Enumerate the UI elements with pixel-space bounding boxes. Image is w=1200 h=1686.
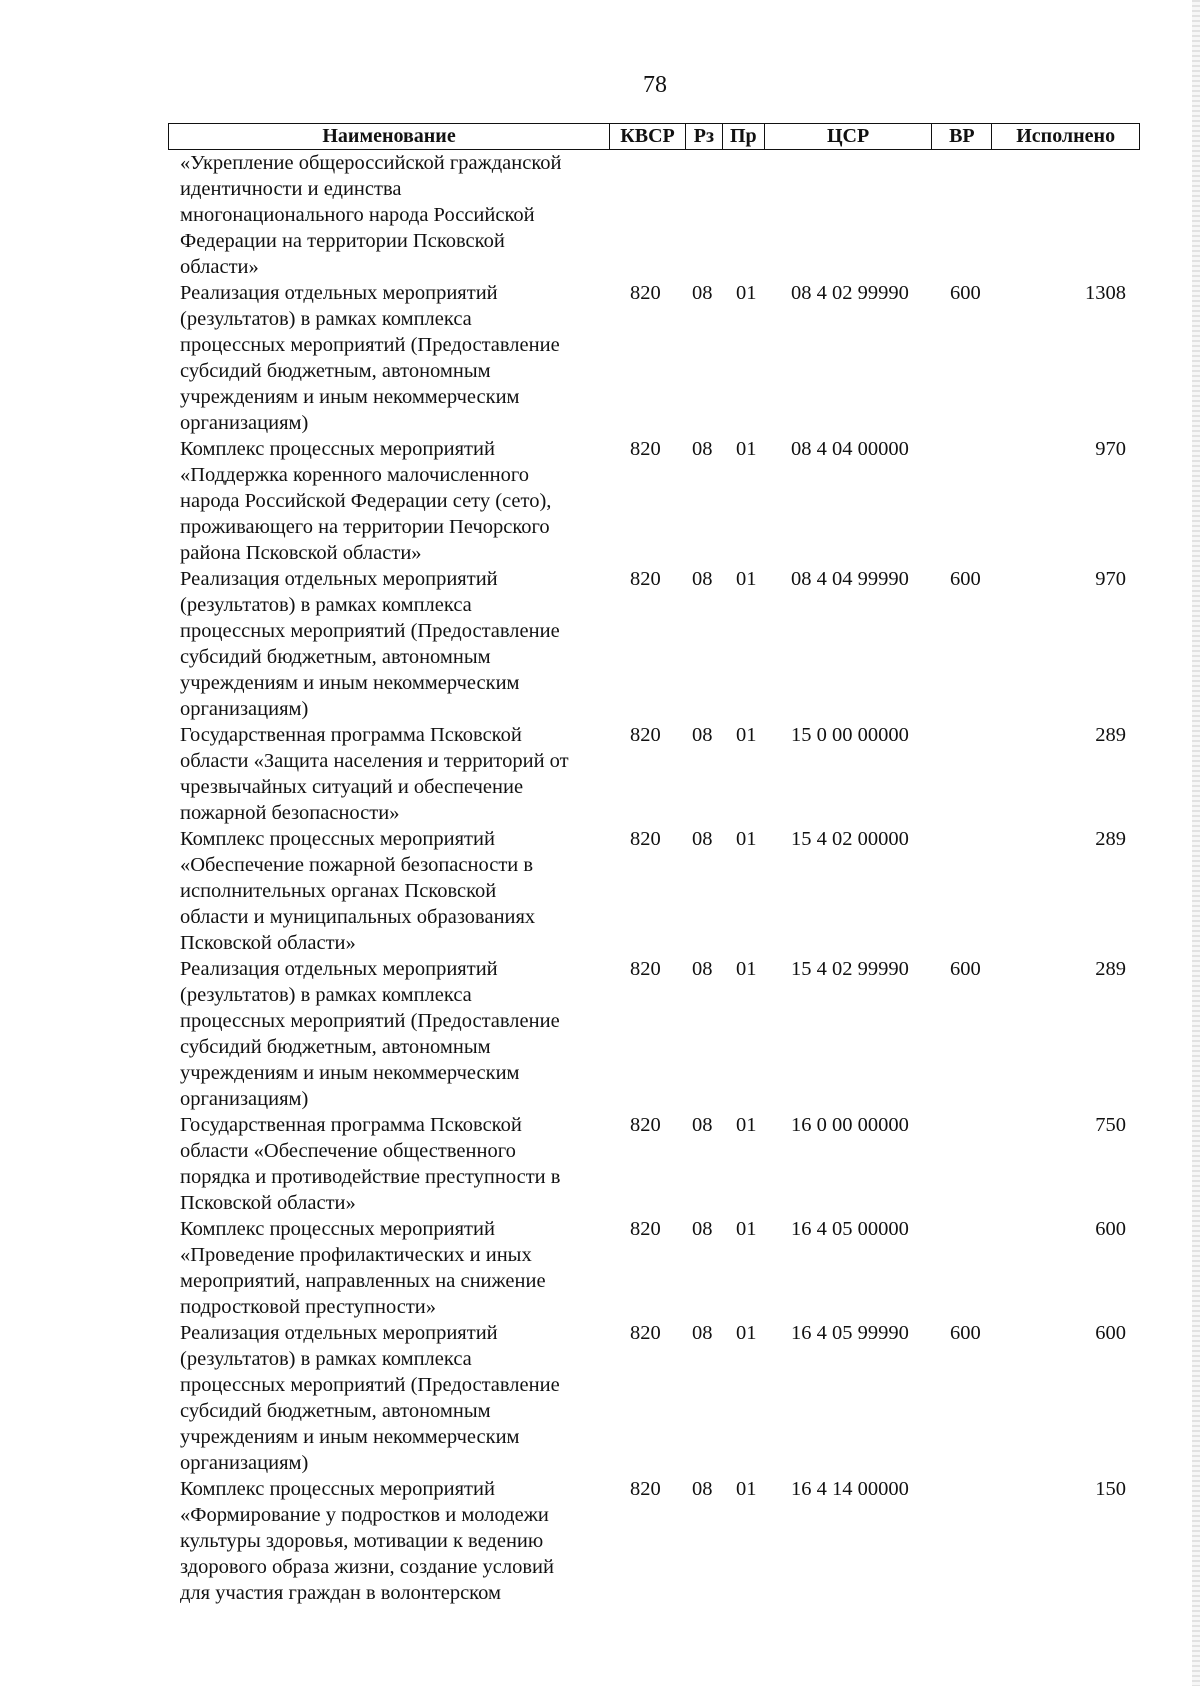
kvsr-cell: 820 [630,282,661,304]
pr-cell: 01 [736,1478,757,1500]
page-number: 78 [643,72,667,98]
name-cell: «Укрепление общероссийской гражданской идентичности и единства многонационального народа Российской Федерации на территории Псковской области» [180,152,562,278]
csr-cell: 08 4 02 99990 [791,282,909,304]
rz-cell: 08 [692,438,713,460]
rz-cell: 08 [692,1478,713,1500]
header-name: Наименование [169,124,610,149]
rz-cell: 08 [692,1322,713,1344]
kvsr-cell: 820 [630,1322,661,1344]
name-cell: Реализация отдельных мероприятий (результатов) в рамках комплекса процессных мероприятий (Предоставление субсидий бюджетным, автономным учреждениям и иным некоммерческим организациям) [180,568,560,720]
table-header [168,123,1140,150]
executed-cell: 289 [1095,828,1126,850]
executed-cell: 600 [1095,1322,1126,1344]
name-cell: Государственная программа Псковской области «Защита населения и территорий от чрезвычайных ситуаций и обеспечение пожарной безопасности» [180,724,569,824]
executed-cell: 150 [1095,1478,1126,1500]
scan-edge [1192,0,1200,1686]
pr-cell: 01 [736,568,757,590]
csr-cell: 16 0 00 00000 [791,1114,909,1136]
executed-cell: 750 [1095,1114,1126,1136]
kvsr-cell: 820 [630,1114,661,1136]
kvsr-cell: 820 [630,568,661,590]
executed-cell: 970 [1095,438,1126,460]
rz-cell: 08 [692,282,713,304]
pr-cell: 01 [736,282,757,304]
csr-cell: 15 4 02 00000 [791,828,909,850]
csr-cell: 16 4 14 00000 [791,1478,909,1500]
csr-cell: 16 4 05 00000 [791,1218,909,1240]
name-cell: Реализация отдельных мероприятий (результатов) в рамках комплекса процессных мероприятий (Предоставление субсидий бюджетным, автономным учреждениям и иным некоммерческим организациям) [180,1322,560,1474]
kvsr-cell: 820 [630,958,661,980]
name-cell: Комплекс процессных мероприятий «Формирование у подростков и молодежи культуры здоровья, мотивации к ведению здорового образа жизни, создание условий для участия граждан в волонтерском [180,1478,554,1604]
pr-cell: 01 [736,1218,757,1240]
executed-cell: 289 [1095,958,1126,980]
rz-cell: 08 [692,1114,713,1136]
rz-cell: 08 [692,958,713,980]
header-csr: ЦСР [765,124,933,149]
table-row [180,722,1130,826]
executed-cell: 600 [1095,1218,1126,1240]
kvsr-cell: 820 [630,438,661,460]
name-cell: Реализация отдельных мероприятий (результатов) в рамках комплекса процессных мероприятий (Предоставление субсидий бюджетным, автономным учреждениям и иным некоммерческим организациям) [180,282,560,434]
header-pr: Пр [723,124,765,149]
header-kvsr: КВСР [610,124,686,149]
table-row [180,436,1130,566]
name-cell: Реализация отдельных мероприятий (результатов) в рамках комплекса процессных мероприятий (Предоставление субсидий бюджетным, автономным учреждениям и иным некоммерческим организациям) [180,958,560,1110]
table-row [180,566,1130,722]
table-row [180,1476,1130,1606]
csr-cell: 08 4 04 99990 [791,568,909,590]
pr-cell: 01 [736,958,757,980]
vr-cell: 600 [950,1322,981,1344]
name-cell: Комплекс процессных мероприятий «Поддержка коренного малочисленного народа Российской Федерации сету (сето), проживающего на территории Печорского района Псковской области» [180,438,552,564]
header-rz: Рз [686,124,723,149]
rz-cell: 08 [692,568,713,590]
kvsr-cell: 820 [630,1218,661,1240]
name-cell: Комплекс процессных мероприятий «Проведение профилактических и иных мероприятий, направленных на снижение подростковой преступности» [180,1218,546,1318]
pr-cell: 01 [736,1322,757,1344]
kvsr-cell: 820 [630,724,661,746]
executed-cell: 289 [1095,724,1126,746]
table-row [180,1320,1130,1476]
vr-cell: 600 [950,568,981,590]
name-cell: Государственная программа Псковской области «Обеспечение общественного порядка и противодействие преступности в Псковской области» [180,1114,561,1214]
table-row [180,956,1130,1112]
executed-cell: 970 [1095,568,1126,590]
table-row [180,1112,1130,1216]
csr-cell: 15 4 02 99990 [791,958,909,980]
table-row [180,1216,1130,1320]
rz-cell: 08 [692,724,713,746]
pr-cell: 01 [736,828,757,850]
rz-cell: 08 [692,828,713,850]
csr-cell: 08 4 04 00000 [791,438,909,460]
header-vr: ВР [932,124,992,149]
pr-cell: 01 [736,1114,757,1136]
executed-cell: 1308 [1085,282,1126,304]
csr-cell: 16 4 05 99990 [791,1322,909,1344]
header-executed: Исполнено [1016,125,1116,147]
vr-cell: 600 [950,282,981,304]
name-cell: Комплекс процессных мероприятий «Обеспечение пожарной безопасности в исполнительных органах Псковской области и муниципальных образованиях Псковской области» [180,828,536,954]
table-row [180,280,1130,436]
table-row [180,826,1130,956]
kvsr-cell: 820 [630,828,661,850]
kvsr-cell: 820 [630,1478,661,1500]
table-body [180,150,1130,1606]
vr-cell: 600 [950,958,981,980]
csr-cell: 15 0 00 00000 [791,724,909,746]
rz-cell: 08 [692,1218,713,1240]
pr-cell: 01 [736,438,757,460]
table-row [180,150,1130,280]
pr-cell: 01 [736,724,757,746]
